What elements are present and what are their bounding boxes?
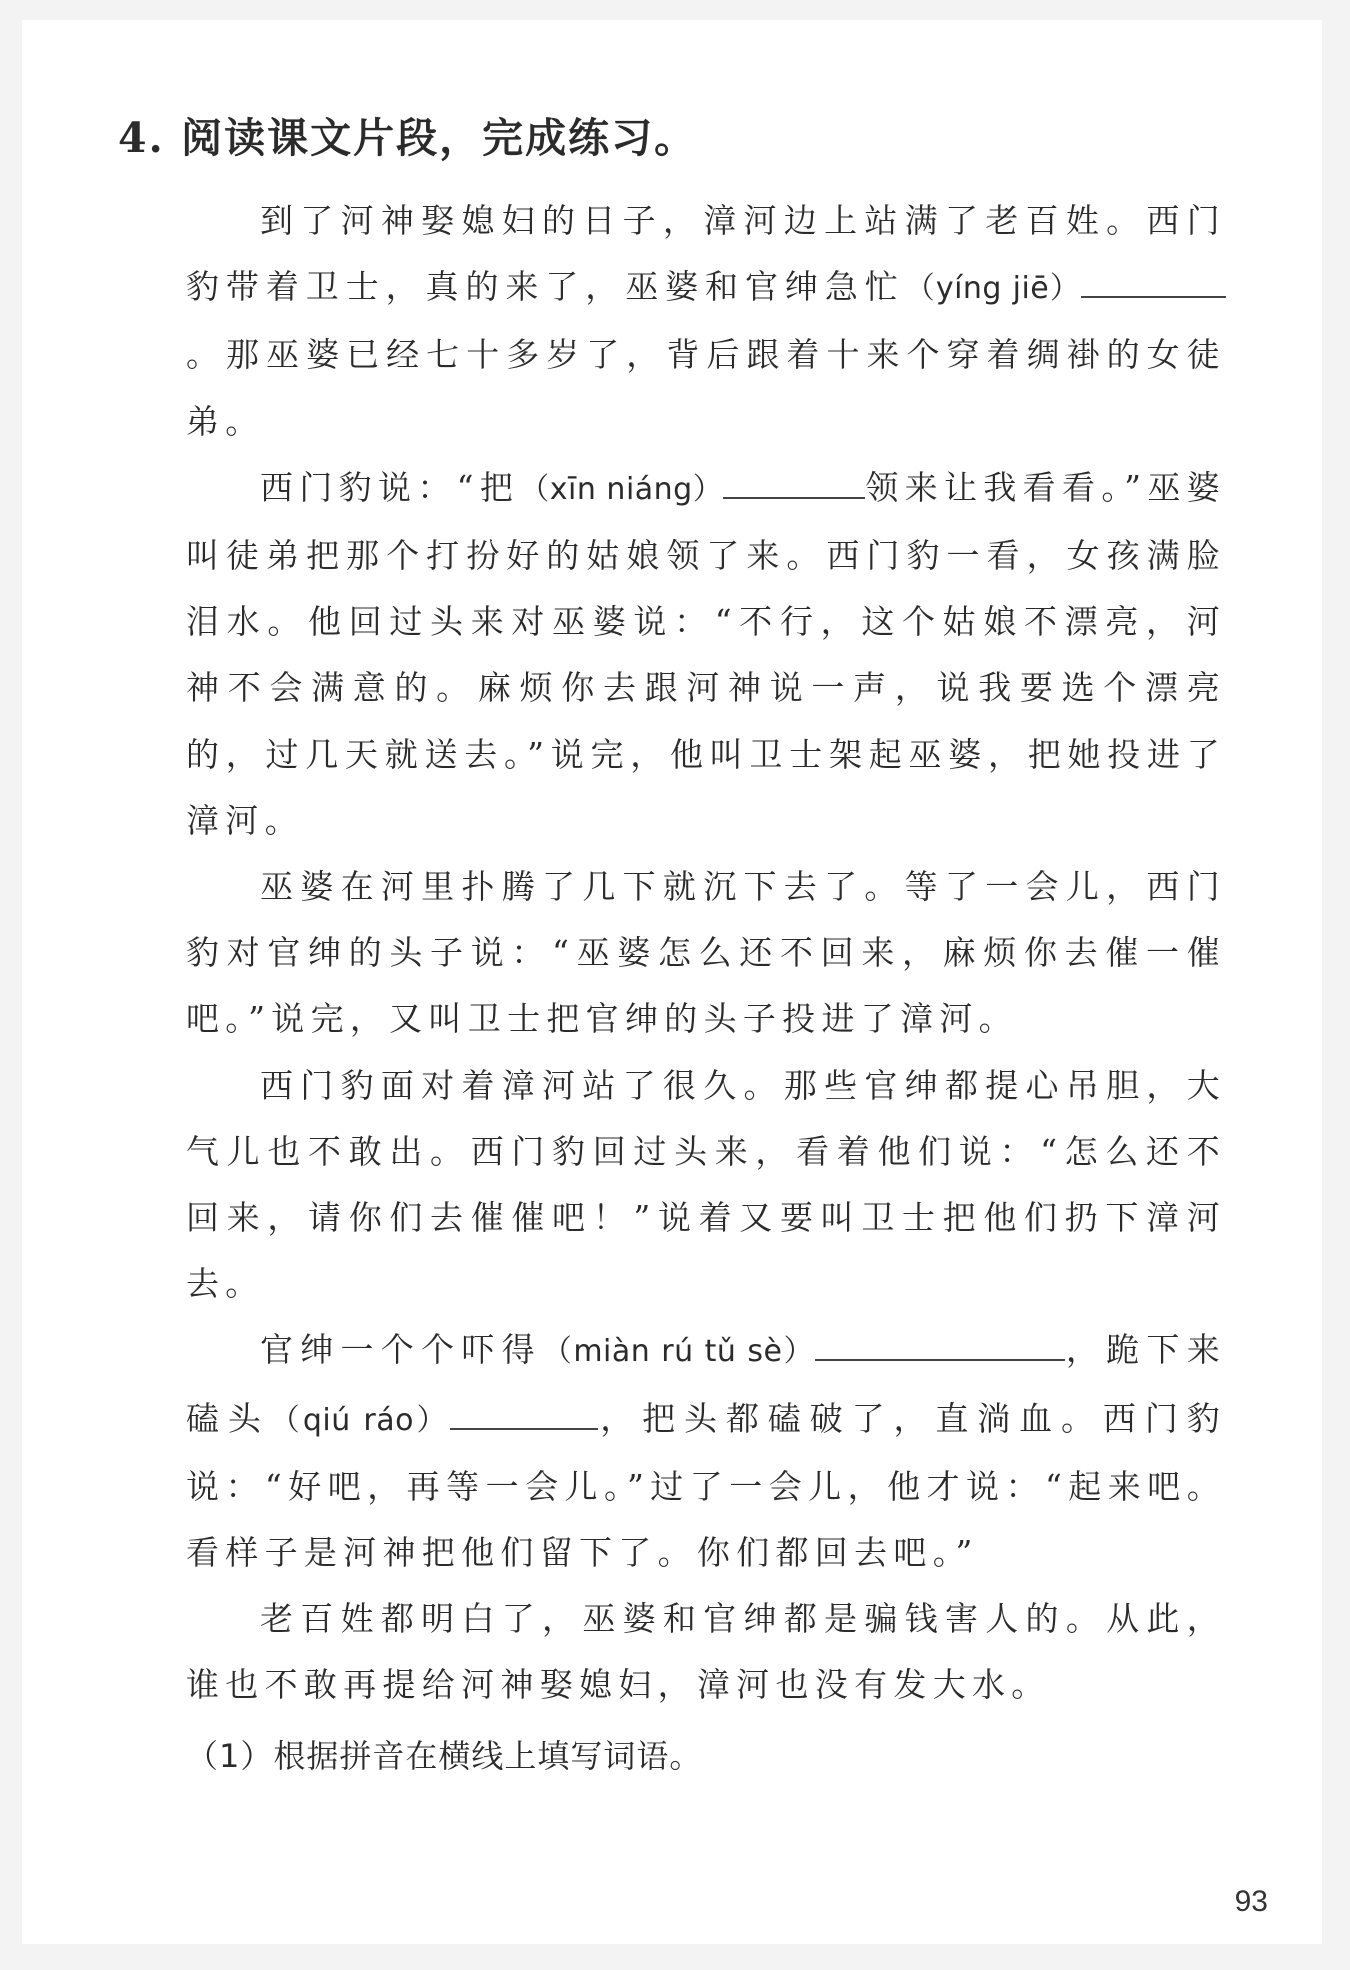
paragraph-2 xyxy=(186,455,1226,854)
reading-passage xyxy=(186,188,1226,1789)
pinyin-hint-mianrutuse: （miàn rú tǔ sè） xyxy=(541,1334,815,1370)
answer-blank-qiurao[interactable] xyxy=(450,1398,598,1430)
sub-question-1: （1）根据拼音在横线上填写词语。 xyxy=(186,1736,703,1775)
paragraph-2-text-a: 西门豹说：“把 xyxy=(260,467,520,507)
paragraph-1-text-a: 到了河神娶媳妇的日子，漳河边上站满了老百姓。西门豹带着卫士，真的来了，巫婆和官绅急忙 xyxy=(186,201,1226,307)
answer-blank-mianrutuse[interactable] xyxy=(815,1329,1065,1361)
paragraph-5-text-c: ，把头都磕破了，直淌血。西门豹说：“好吧，再等一会儿。”过了一会儿，他才说：“起来吧。看样子是河神把他们留下了。你们都回去吧。” xyxy=(186,1398,1227,1573)
pinyin-hint-qiurao: （qiú ráo） xyxy=(269,1402,450,1438)
paragraph-3: 巫婆在河里扑腾了几下就沉下去了。等了一会儿，西门豹对官绅的头子说：“巫婆怎么还不回来，麻烦你去催一催吧。”说完，又叫卫士把官绅的头子投进了漳河。 xyxy=(186,867,1226,1039)
paragraph-1-text-b: 。那巫婆已经七十多岁了，背后跟着十来个穿着绸褂的女徒弟。 xyxy=(186,335,1226,441)
pinyin-hint-yingjie: （yíng jiē） xyxy=(904,271,1082,307)
answer-blank-yingjie[interactable] xyxy=(1081,266,1226,298)
paragraph-5 xyxy=(186,1317,1226,1586)
pinyin-hint-xinniang: （xīn niáng） xyxy=(519,471,724,507)
paragraph-4: 西门豹面对着漳河站了很久。那些官绅都提心吊胆，大气儿也不敢出。西门豹回过头来，看着他们说：“怎么还不回来，请你们去催催吧！”说着又要叫卫士把他们扔下漳河去。 xyxy=(186,1065,1226,1304)
paragraph-6: 老百姓都明白了，巫婆和官绅都是骗钱害人的。从此，谁也不敢再提给河神娶媳妇，漳河也没有发大水。 xyxy=(186,1599,1226,1705)
paragraph-5-text-a: 官绅一个个吓得 xyxy=(260,1330,542,1370)
paragraph-2-text-b: 领来让我看看。”巫婆叫徒弟把那个打扮好的姑娘领了来。西门豹一看，女孩满脸泪水。他回过头来对巫婆说：“不行，这个姑娘不漂亮，河神不会满意的。麻烦你去跟河神说一声，说我要选个漂亮的，过几天就送去。”说完，他叫卫士架起巫婆，把她投进了漳河。 xyxy=(186,467,1226,840)
paragraph-5-text-b: ，跪下来磕头 xyxy=(186,1330,1226,1438)
page-number: 93 xyxy=(1234,1885,1268,1918)
paragraph-1 xyxy=(186,188,1226,455)
answer-blank-xinniang[interactable] xyxy=(723,467,865,499)
question-title: 4. 阅读课文片段，完成练习。 xyxy=(118,114,698,162)
